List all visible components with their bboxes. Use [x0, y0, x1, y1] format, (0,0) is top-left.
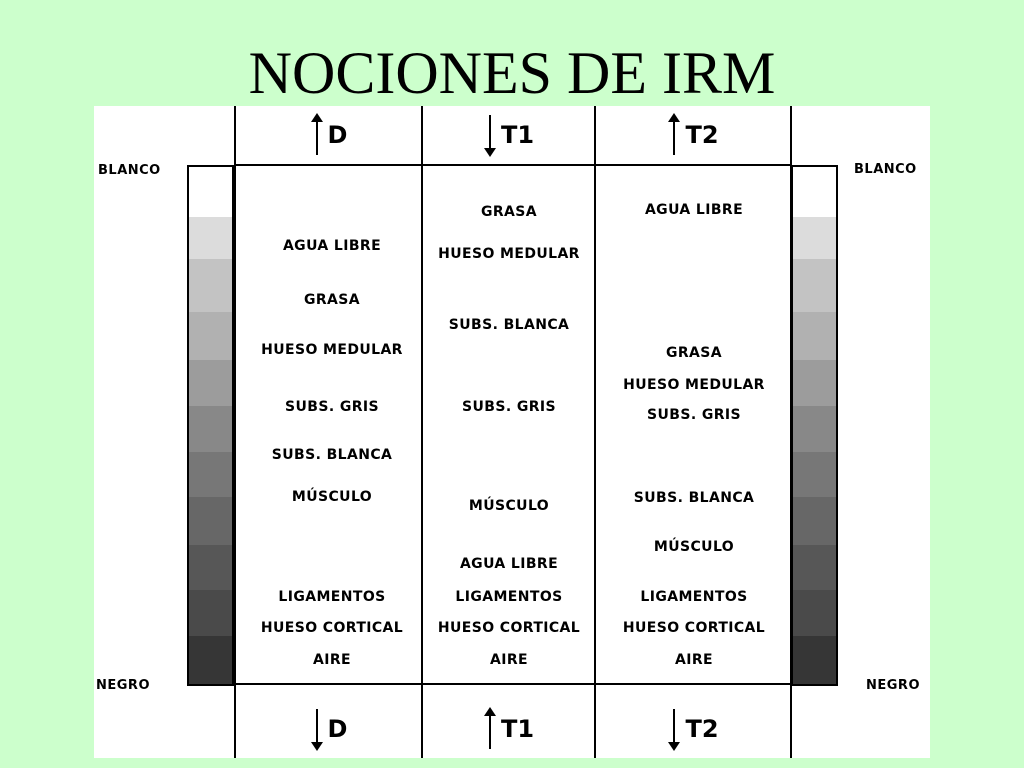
grayscale-swatch [189, 312, 232, 360]
grayscale-swatch [793, 360, 836, 406]
arrow-down-icon [667, 707, 681, 751]
header-t2 [596, 106, 790, 164]
right-grayscale-bar [791, 165, 838, 686]
grayscale-swatch [189, 590, 232, 636]
tissue-label: LIGAMENTOS [455, 589, 563, 605]
grayscale-swatch [189, 545, 232, 590]
grayscale-swatch [793, 167, 836, 217]
tissue-label: HUESO CORTICAL [260, 620, 404, 636]
tissue-label: AIRE [490, 652, 528, 668]
right-scale-bottom-label: NEGRO [866, 678, 920, 693]
tissue-label: AGUA LIBRE [282, 238, 382, 254]
tissue-label: SUBS. BLANCA [633, 490, 755, 506]
left-scale-top-label: BLANCO [98, 163, 161, 178]
irm-table [94, 106, 930, 758]
left-scale-bottom-label: NEGRO [96, 678, 150, 693]
tissue-label: HUESO CORTICAL [437, 620, 581, 636]
grayscale-swatch [189, 259, 232, 312]
tissue-label: SUBS. GRIS [285, 399, 379, 415]
tissue-label: SUBS. BLANCA [448, 317, 570, 333]
tissue-label: MÚSCULO [291, 489, 373, 505]
tissue-label: AIRE [313, 652, 351, 668]
tissue-label: AGUA LIBRE [644, 202, 744, 218]
grayscale-swatch [793, 497, 836, 545]
header-label-t2: T2 [685, 121, 719, 149]
tissue-label: GRASA [480, 204, 538, 220]
arrow-up-icon [483, 707, 497, 751]
tissue-label: AIRE [675, 652, 713, 668]
column-divider [594, 106, 596, 758]
footer-d [236, 700, 421, 758]
grayscale-swatch [793, 590, 836, 636]
grayscale-swatch [189, 360, 232, 406]
grayscale-swatch [793, 636, 836, 684]
footer-label-t1: T1 [500, 715, 535, 743]
footer-t2 [596, 700, 790, 758]
tissue-label: SUBS. GRIS [462, 399, 556, 415]
tissue-label: HUESO MEDULAR [438, 246, 580, 262]
grayscale-swatch [793, 452, 836, 497]
tissue-label: MÚSCULO [468, 498, 550, 514]
footer-label-t2: T2 [685, 715, 719, 743]
column-divider [234, 106, 236, 758]
tissue-label: HUESO MEDULAR [261, 342, 403, 358]
tissue-label: HUESO CORTICAL [622, 620, 766, 636]
arrow-up-icon [667, 113, 681, 157]
header-d [236, 106, 421, 164]
tissue-label: GRASA [303, 292, 361, 308]
grayscale-swatch [793, 312, 836, 360]
tissue-label: SUBS. GRIS [647, 407, 741, 423]
arrow-down-icon [310, 707, 324, 751]
tissue-label: AGUA LIBRE [459, 556, 559, 572]
tissue-label: SUBS. BLANCA [271, 447, 393, 463]
footer-divider [234, 683, 792, 685]
grayscale-swatch [189, 167, 232, 217]
grayscale-swatch [189, 452, 232, 497]
column-divider [421, 106, 423, 758]
grayscale-swatch [189, 636, 232, 684]
grayscale-swatch [189, 406, 232, 452]
arrow-down-icon [483, 113, 497, 157]
tissue-label: LIGAMENTOS [640, 589, 748, 605]
left-grayscale-bar [187, 165, 234, 686]
tissue-label: LIGAMENTOS [278, 589, 386, 605]
footer-t1 [423, 700, 594, 758]
header-t1 [423, 106, 594, 164]
grayscale-swatch [793, 406, 836, 452]
arrow-up-icon [310, 113, 324, 157]
grayscale-swatch [189, 217, 232, 259]
footer-label-d: D [327, 715, 348, 743]
header-label-d: D [327, 121, 348, 149]
grayscale-swatch [793, 259, 836, 312]
slide-title: NOCIONES DE IRM [248, 40, 776, 106]
grayscale-swatch [793, 217, 836, 259]
header-divider [234, 164, 792, 166]
header-label-t1: T1 [500, 121, 535, 149]
right-scale-top-label: BLANCO [854, 162, 917, 177]
tissue-label: HUESO MEDULAR [623, 377, 765, 393]
grayscale-swatch [189, 497, 232, 545]
tissue-label: MÚSCULO [653, 539, 735, 555]
grayscale-swatch [793, 545, 836, 590]
tissue-label: GRASA [665, 345, 723, 361]
